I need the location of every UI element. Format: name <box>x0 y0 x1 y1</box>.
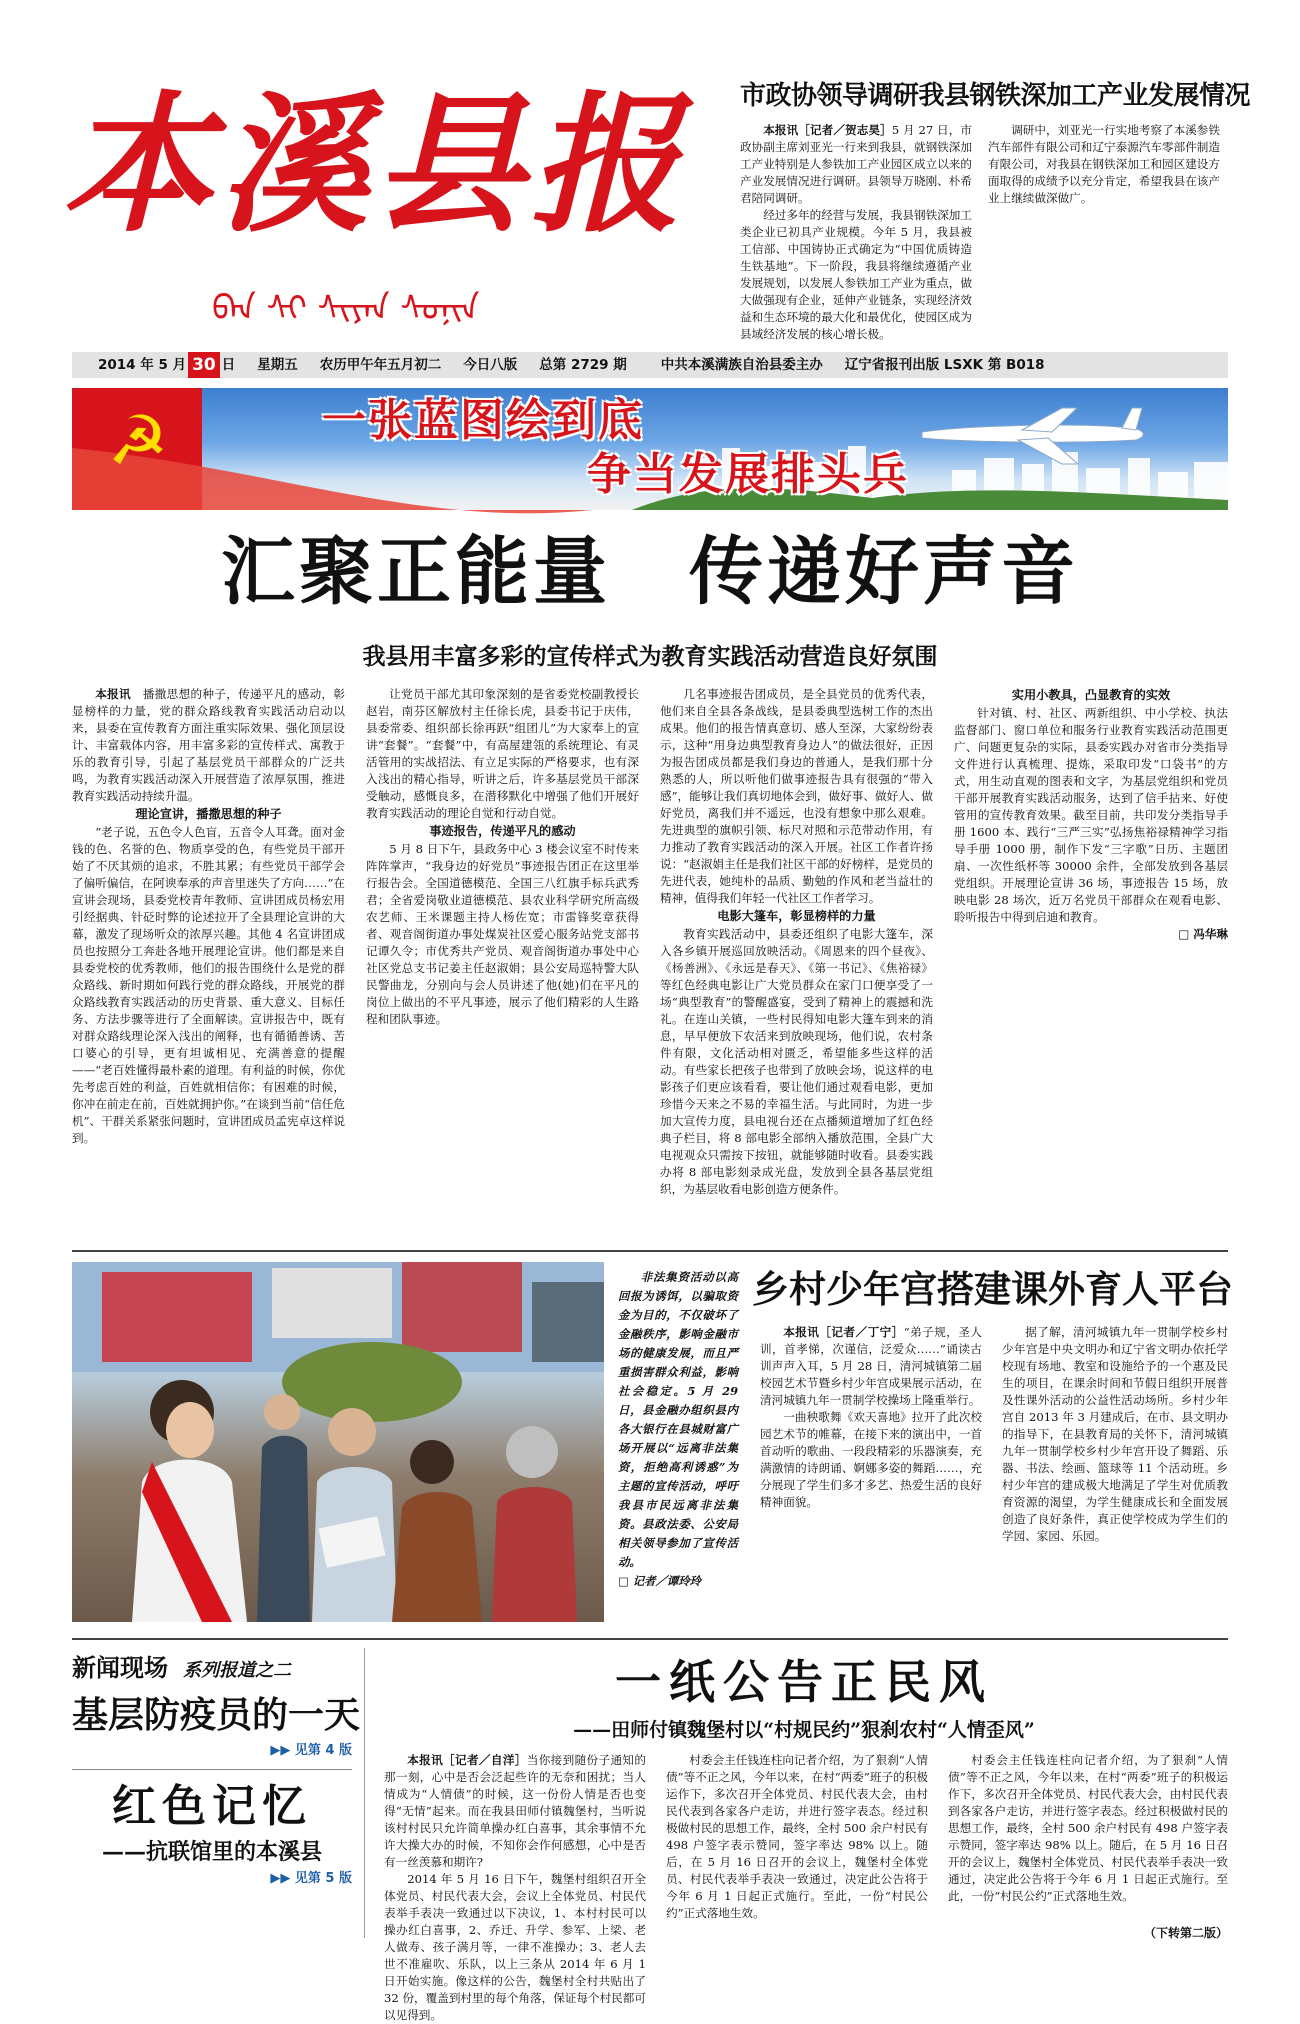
masthead-mongolian: ᠪᠡᠨ ᠰᠢ ᠰᠢᠶᠠᠨ ᠰᠣᠨᠢᠨ <box>212 289 480 329</box>
notice-col-2 <box>666 1752 928 1942</box>
top-story <box>740 78 1251 341</box>
youth-para-3: 据了解，清河城镇九年一贯制学校乡村少年宫是中央文明办和辽宁省文明办依托学校现有场地、教室和设施给予的一个惠及民生的项目，在课余时间和节假日组织开展普及性课外活动的公益性活动场所。乡村少年宫自 2013 年 3 月建成后，在市、县文明办的指导下，在县教育局的关怀下，清河城镇九年一贯制学校乡村少年宫开设了舞蹈、乐器、书法、绘画、篮球等 11 个活动班。乡村少年宫的建成极大地满足了学生对优质教育资源的渴望，为学生健康成长和全面发展创造了良好条件，真正使学校成为学生们的学园、家园、乐园。 <box>1002 1325 1228 1543</box>
date-suffix: 日 <box>221 357 236 373</box>
sidebar-series: 系列报道之二 <box>183 1660 292 1681</box>
notice-para-1: 当你接到随份子通知的那一刻，心中是否会泛起些许的无奈和困扰；当人情成为“人情债”的时候，这一份份人情是否也变得“无情”起来。而在我县田师付镇魏堡村，当听说该村村民只允许简单操办红白喜事，其余事情不允许大操大办的时候，不知你会作何感想，心中是否有一丝羡慕和期许? <box>384 1753 646 1869</box>
top-story-byline: 本报讯［记者／贺志昊］ <box>763 123 892 137</box>
top-story-para3: 调研中，刘亚光一行实地考察了本溪参铁汽车部件有限公司和辽宁泰源汽车零部件制造有限公司，对我县在钢铁深加工和园区建设方面取得的成绩予以充分肯定，希望我县在该产业上继续做深做广。 <box>988 123 1220 205</box>
top-story-para1: 5 月 27 日，市政协副主席刘亚光一行来到我县，就钢铁深加工产业特别是人参铁加工产业园区成立以来的产业发展情况进行调研。县领导万晓刚、朴希君陪同调研。 <box>740 123 972 205</box>
lead-subhead-1: 理论宣讲，播撒思想的种子 <box>135 807 282 821</box>
lead-headline: 汇聚正能量 传递好声音 <box>221 529 1079 615</box>
lead-col-1 <box>72 686 345 1216</box>
banner-line-1: 一张蓝图绘到底 <box>322 395 644 446</box>
youth-byline: 本报讯［记者／丁宁］ <box>783 1325 904 1339</box>
sidebar-box <box>72 1648 361 1938</box>
notice-col-1 <box>384 1752 646 2022</box>
lead-para-1: 播撒思想的种子，传递平凡的感动，彰显榜样的力量，党的群众路线教育实践活动启动以来，县委在宣传教育方面注重实际效果、强化顶层设计、丰富载体内容，用丰富多彩的宣传样式、寓教于乐的教育引导，引起了基层党员干部群众的广泛共鸣，为教育实践活动深入开展营造了浓厚氛围，推进教育实践活动持续升温。 <box>72 687 345 803</box>
sidebar-title-2: 红色记忆 <box>112 1781 312 1832</box>
notice-col-3 <box>948 1752 1228 1924</box>
notice-byline: 本报讯［记者／自洋］ <box>407 1753 527 1767</box>
lead-para-4: 5 月 8 日下午，县政务中心 3 楼会议室不时传来阵阵掌声，“我身边的好党员”事迹报告团正在这里举行报告会。全国道德模范、全国三八红旗手标兵武秀君；全省爱岗敬业道德模范、县农业科学研究所高级农艺师、王米课题主持人杨佐宽；市雷锋奖章获得者、观音阁街道办事处煤炭社区爱心服务站党支部书记谭久令；市优秀共产党员、观音阁街道办事处中心社区党总支书记姜主任赵淑娟；县公安局巡特警大队民警曲龙，分别向与会人员讲述了他(她)们在平凡的岗位上做出的不平凡事迹，展示了他们精彩的人生路程和团队事迹。 <box>366 842 639 1026</box>
lead-para-5: 几名事迹报告团成员，是全县党员的优秀代表，他们来自全县各条战线，是县委典型选树工作的杰出成果。他们的报告情真意切、感人至深，大家纷纷表示，这种“用身边典型教育身边人”的做法很好，正因为报告团成员都是我们身边的普通人，是我们那十分熟悉的人，所以听他们做事迹报告具有很强的“带入感”，能够让我们真切地体会到，做好事、做好人、做好党员，离我们并不遥远，也没有想象中那么艰难。先进典型的旗帜引领、标尺对照和示范带动作用，有力推动了教育实践活动的深入开展。社区工作者许扬说：“赵淑娟主任是我们社区干部的好榜样，是党员的先进代表，她纯朴的品质、勤勉的作风和老当益壮的精神，值得我们年轻一代社区工作者学习。 <box>660 687 933 905</box>
lead-col-3 <box>660 686 933 1216</box>
page-count: 今日八版 <box>463 357 518 373</box>
lead-subhead: 我县用丰富多彩的宣传样式为教育实践活动营造良好氛围 <box>362 643 938 670</box>
notice-para-3: 村委会主任钱连柱向记者介绍，为了狠刹“人情债”等不正之风，今年以来，在村“两委”班子的积极运作下，多次召开全体党员、村民代表大会，由村民代表到各家各户走访，并进行签字表态。经过积极做村民的思想工作，最终，全村 500 余户村民有 498 户签字表示赞同，签字率达 98% 以上。随后，在 5 月 16 日召开的会议上，魏堡村全体党员、村民代表举手表决一致通过，决定此公告将于今年 6 月 1 日起正式施行。至此，一份“村民公约”正式落地生效。 <box>666 1753 928 1920</box>
photo-caption-author: □ 记者／谭玲玲 <box>618 1574 702 1588</box>
top-story-col-2 <box>988 122 1220 340</box>
banner-line-2: 争当发展排头兵 <box>587 449 909 500</box>
date-bar <box>72 352 1228 378</box>
photo-caption-text: 非法集资活动以高回报为诱饵，以骗取资金为目的，不仅破坏了金融秩序，影响金融市场的健康发展，而且严重损害群众利益，影响社会稳定。5 月 29 日，县金融办组织县内各大银行在县城财富广场开展以“远离非法集资，拒绝高利诱惑”为主题的宣传活动，呼吁我县市民远离非法集资。县政法委、公安局相关领导参加了宣传活动。 <box>618 1270 738 1569</box>
sidebar-kicker: 新闻现场 <box>72 1654 168 1682</box>
sidebar-vertical-rule <box>364 1648 365 1938</box>
party-emblem-icon: ☭ <box>107 402 169 481</box>
lead-subhead-3: 电影大篷车，彰显榜样的力量 <box>717 909 876 923</box>
issue-number: 总第 2729 期 <box>539 357 627 373</box>
news-photo <box>72 1262 604 1622</box>
lead-subhead-2: 事迹报告，传递平凡的感动 <box>429 824 576 838</box>
section-divider-2 <box>72 1638 1228 1640</box>
lead-para-2: “老子说，五色令人色盲，五音令人耳聋。面对金钱的色、名誉的色、物质享受的色，有些党员干部开始了不厌其烦的追求，不胜其累；有些党员干部学会了偏听偏信，在阿谀奉承的声音里迷失了方向……”在宣讲会现场，县委党校青年教师、宣讲团成员杨宏用引经据典、针砭时弊的论述拉开了全县理论宣讲的大幕，激发了现场听众的浓厚兴趣。其他 4 名宣讲团成员也按照分工奔赴各地开展理论宣讲。他们都是来自县委党校的优秀教师，他们的报告围绕什么是党的群众路线、新时期如何践行党的群众路线，开展党的群众路线教育实践活动的历史背景、重大意义、目标任务、方法步骤等进行了全面解读。宣讲报告中，既有对群众路线理论深入浅出的阐释，也有循循善诱、苦口婆心的引导，更有坦诚相见、充满善意的提醒——“老百姓懂得最朴素的道理。有利益的时候，你优先考虑百姓的利益，百姓就相信你；有困难的时候，你冲在前走在前，百姓就拥护你。”在谈到当前“信任危机”、干群关系紧张问题时，宣讲团成员孟宪卓这样说到。 <box>72 825 345 1145</box>
lead-byline: 本报讯 <box>95 687 131 701</box>
notice-headline: 一纸公告正民风 <box>615 1655 993 1709</box>
photo-caption <box>618 1268 738 1622</box>
sidebar-title-1: 基层防疫员的一天 <box>72 1694 361 1736</box>
lead-col-4 <box>954 686 1228 1216</box>
masthead-title: 本溪县报 <box>62 77 687 253</box>
section-divider <box>72 1250 1228 1252</box>
top-story-headline: 市政协领导调研我县钢铁深加工产业发展情况 <box>740 81 1251 111</box>
youth-para-1: “弟子规，圣人训，首孝悌，次谨信，泛爱众……”诵读古训声声入耳，5 月 28 日，清河城镇第二届校园艺术节暨乡村少年宫成果展示活动，在清河城镇九年一贯制学校操场上隆重举行。 <box>760 1325 982 1407</box>
notice-subhead: ——田师付镇魏堡村以“村规民约”狠刹农村“人情歪风” <box>573 1719 1035 1741</box>
notice-continued[interactable]: （下转第二版） <box>1143 1926 1228 1940</box>
masthead <box>62 77 732 350</box>
lead-col-2 <box>366 686 639 1216</box>
slogan-banner <box>72 388 1228 510</box>
youth-para-2: 一曲秧歌舞《欢天喜地》拉开了此次校园艺术节的帷幕，在接下来的演出中，一首首动听的歌曲、一段段精彩的乐器演奏，充满激情的诗朗诵、婀娜多姿的舞蹈……，充分展现了学生们多才多艺、热爱生活的良好精神面貌。 <box>760 1410 982 1509</box>
notice-para-2-start: 2014 年 5 月 16 日下午，魏堡村组织召开全体党员、村民代表大会，会议上全体党员、村民代表举手表决一致通过以下决议，1、本村村民可以操办红白喜事，2、乔迁、升学、参军、上梁、老人做寿、孩子满月等，一律不准操办；3、老人去世不准雇吹、乐队，以上三条从 2014 年 6 月 1 日开始实施。像这样的公告，魏堡村全村共贴出了 32 份，覆盖到村里的每个角落，保证每个村民都可以见得到。 <box>384 1872 646 2022</box>
lead-subhead-4: 实用小教具，凸显教育的实效 <box>1011 688 1171 702</box>
weekday: 星期五 <box>257 357 298 373</box>
lunar-date: 农历甲午年五月初二 <box>319 357 442 373</box>
sidebar-see-page-5[interactable]: ▶▶ 见第 5 版 <box>270 1871 352 1886</box>
photo-scene <box>72 1262 604 1622</box>
top-story-col-1 <box>740 122 972 340</box>
lead-para-7: 针对镇、村、社区、两新组织、中小学校、执法监督部门、窗口单位和服务行业教育实践活动范围更广、问题更复杂的实际，县委实践办对省市分类指导文件进行认真梳理、提炼，采取印发“口袋书”的方式，用生动直观的图表和文字，为基层党组织和党员干部开展教育实践活动服务，达到了信手拈来、好使管用的宣传教育效果。截至目前，共印发分类指导手册 1600 本、践行“三严三实”弘扬焦裕禄精神学习指导手册 1000 册，制作下发“三字歌”日历、主题团扇、一次性纸杯等 30000 余件，全部发放到各基层党组织。开展理论宣讲 36 场，事迹报告 15 场，放映电影 28 场次，近万名党员干部群众在观看电影、聆听报告中得到启迪和教育。 <box>954 706 1228 924</box>
top-story-para2: 经过多年的经营与发展，我县钢铁深加工类企业已初具产业规模。今年 5 月，我县被工信部、中国铸协正式确定为“中国优质铸造生铁基地”。下一阶段，我县将继续遵循产业发展规划，以发展人参铁加工产业为重点，做大做强现有企业，延伸产业链条，实现经济效益和生态环境的最大化和最优化，使园区成为县域经济发展的核心增长极。 <box>740 208 972 341</box>
youth-col-2 <box>1002 1324 1228 1624</box>
license: 辽宁省报刊出版 LSXK 第 B018 <box>844 357 1045 373</box>
lead-author: □ 冯华琳 <box>1178 927 1228 941</box>
sidebar-subtitle-2: ——抗联馆里的本溪县 <box>101 1839 322 1865</box>
youth-headline: 乡村少年宫搭建课外育人平台 <box>752 1267 1233 1311</box>
date-prefix: 2014 年 5 月 <box>98 357 187 373</box>
date-day: 30 <box>188 352 220 378</box>
sidebar-see-page-4[interactable]: ▶▶ 见第 4 版 <box>270 1743 352 1758</box>
youth-col-1 <box>760 1324 982 1624</box>
lead-para-3: 让党员干部尤其印象深刻的是省委党校副教授长赵岩，南芬区解放村主任徐长虎，县委书记于庆伟，县委常委、组织部长徐再跃“组团儿”为大家奉上的宣讲“套餐”。“套餐”中，有高屋建瓴的系统理论、有灵活管用的实战招法、有立足实际的严格要求，也有深入浅出的精心指导，听讲之后，许多基层党员干部深受触动，感慨良多，在潜移默化中增强了他们开展好教育实践活动的理论自觉和行动自觉。 <box>366 687 639 820</box>
publisher: 中共本溪满族自治县委主办 <box>660 357 823 373</box>
lead-para-6: 教育实践活动中，县委还组织了电影大篷车，深入各乡镇开展巡回放映活动。《周恩来的四个昼夜》、《杨善洲》、《永远是春天》、《第一书记》、《焦裕禄》等红色经典电影让广大党员群众在家门口便享受了一场“典型教育”的警醒盛宴，受到了精神上的震撼和洗礼。在连山关镇，一些村民得知电影大篷车到来的消息，早早便放下农活来到放映现场，他们说，农村条件有限，文化活动相对匮乏，希望能多些这样的活动。有些家长把孩子也带到了放映会场，说这样的电影孩子们更应该看看，要让他们通过观看电影，更加珍惜今天来之不易的幸福生活。与此同时，为进一步加大宣传力度，县电视台还在点播频道增加了红色经典子栏目，将 8 部电影全部纳入播放范围，全县广大电视观众只需按下按钮，就能够随时收看。县委实践办将 8 部电影刻录成光盘，发放到全县各基层党组织，为基层收看电影创造方便条件。 <box>660 927 933 1196</box>
notice-para-3-cont: 村委会主任钱连柱向记者介绍，为了狠刹“人情债”等不正之风，今年以来，在村“两委”班子的积极运作下，多次召开全体党员、村民代表大会，由村民代表到各家各户走访，并进行签字表态。经过积极做村民的思想工作，最终，全村 500 余户村民有 498 户签字表示赞同，签字率达 98% 以上。随后，在 5 月 16 日召开的会议上，魏堡村全体党员、村民代表举手表决一致通过，决定此公告将于今年 6 月 1 日起正式施行。至此，一份“村民公约”正式落地生效。 <box>948 1753 1228 1903</box>
